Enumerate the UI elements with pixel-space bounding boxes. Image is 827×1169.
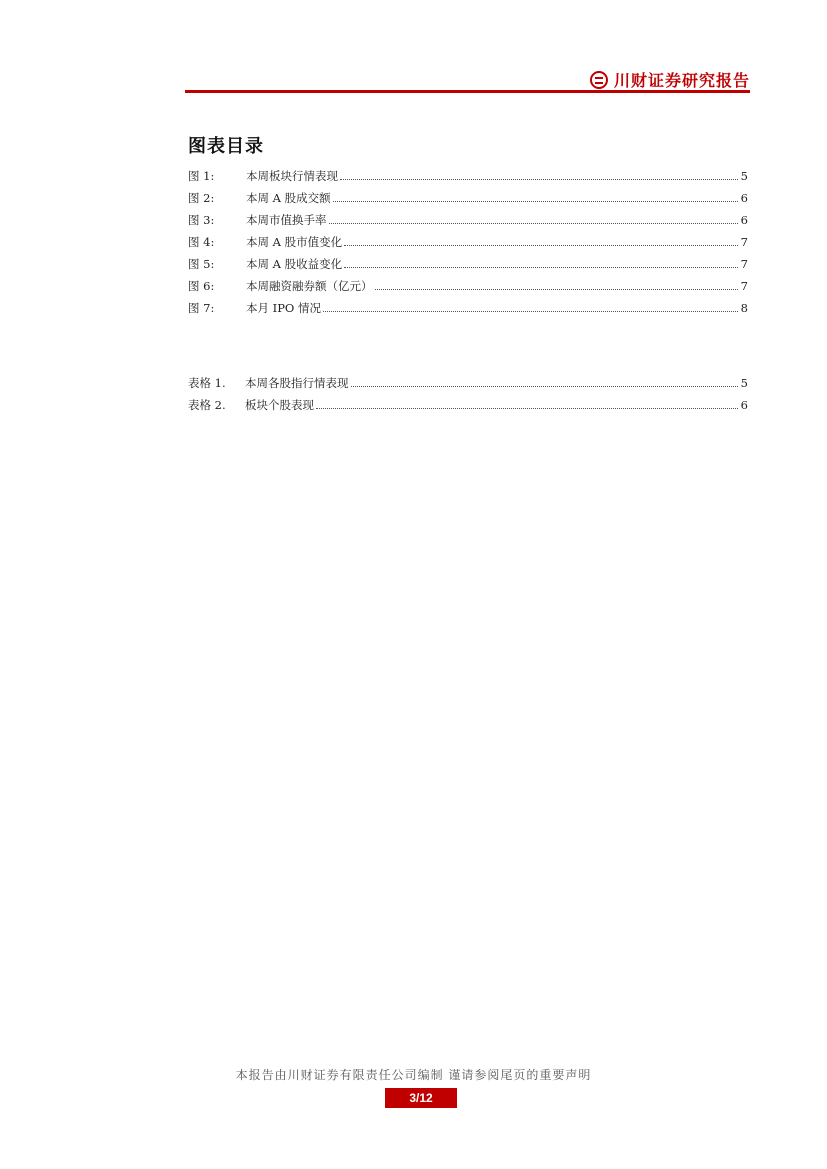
entry-title: 本周板块行情表现 [246, 169, 338, 183]
dot-leader [340, 179, 738, 180]
dot-leader [323, 311, 738, 312]
dot-leader [329, 223, 739, 224]
entry-title: 本周 A 股市值变化 [246, 235, 343, 249]
dot-leader [344, 267, 738, 268]
toc-entry-figure-3[interactable] [188, 209, 748, 231]
entry-title: 本周各股指行情表现 [245, 376, 349, 390]
dot-leader [344, 245, 738, 246]
footer-disclaimer: 本报告由川财证券有限责任公司编制 谨请参阅尾页的重要声明 [235, 1068, 592, 1082]
toc-entry-figure-7[interactable] [188, 297, 748, 319]
entry-page: 6 [740, 213, 748, 227]
entry-label: 图 7: [188, 301, 215, 315]
entry-page: 7 [740, 279, 748, 293]
dot-leader [351, 386, 739, 387]
toc-entry-figure-2[interactable] [188, 187, 748, 209]
entry-title: 本周 A 股成交额 [246, 191, 331, 205]
entry-page: 5 [740, 169, 748, 183]
dot-leader [316, 408, 738, 409]
figure-list [188, 165, 748, 319]
entry-label: 图 5: [188, 257, 215, 271]
entry-label: 表格 2. [188, 398, 226, 412]
entry-label: 图 6: [188, 279, 215, 293]
entry-title: 板块个股表现 [245, 398, 314, 412]
toc-entry-figure-4[interactable] [188, 231, 748, 253]
toc-entry-figure-6[interactable] [188, 275, 748, 297]
entry-page: 6 [740, 398, 748, 412]
entry-label: 表格 1. [188, 376, 226, 390]
table-list [188, 372, 748, 416]
entry-page: 7 [740, 257, 748, 271]
entry-label: 图 2: [188, 191, 215, 205]
page-number: 3/12 [385, 1088, 457, 1108]
entry-page: 7 [740, 235, 748, 249]
entry-title: 本周市值换手率 [246, 213, 327, 227]
toc-title: 图表目录 [188, 136, 264, 157]
entry-title: 本周融资融券额（亿元） [246, 279, 373, 293]
entry-page: 8 [740, 301, 748, 315]
toc-entry-table-1[interactable] [188, 372, 748, 394]
entry-page: 5 [740, 376, 748, 390]
dot-leader [333, 201, 738, 202]
entry-label: 图 3: [188, 213, 215, 227]
chuancai-logo-icon [590, 71, 608, 89]
entry-title: 本周 A 股收益变化 [246, 257, 343, 271]
entry-label: 图 1: [188, 169, 215, 183]
page-header [185, 64, 750, 94]
toc-entry-table-2[interactable] [188, 394, 748, 416]
entry-title: 本月 IPO 情况 [246, 301, 322, 315]
toc-entry-figure-5[interactable] [188, 253, 748, 275]
dot-leader [375, 289, 739, 290]
toc-entry-figure-1[interactable] [188, 165, 748, 187]
header-rule [185, 90, 750, 93]
brand-name: 川财证券研究报告 [613, 71, 750, 90]
entry-page: 6 [740, 191, 748, 205]
entry-label: 图 4: [188, 235, 215, 249]
brand [590, 68, 750, 91]
